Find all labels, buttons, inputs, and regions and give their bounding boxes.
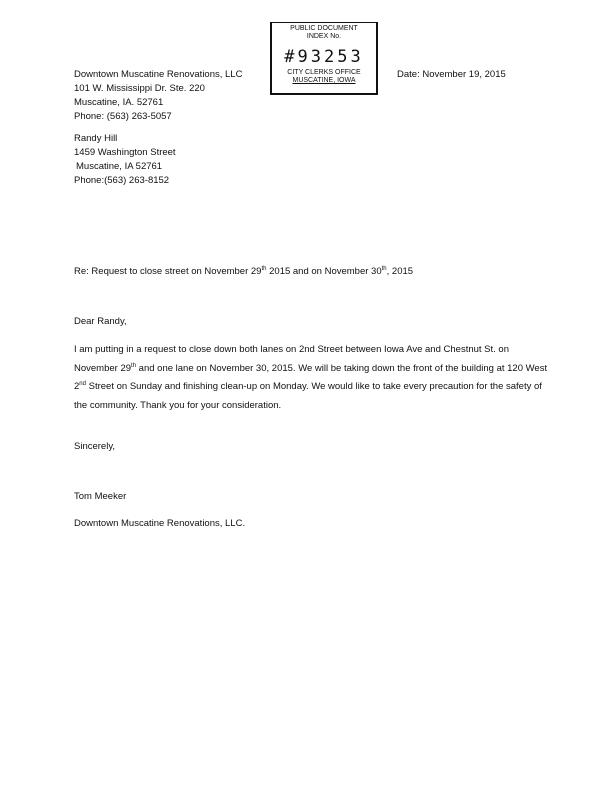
recipient-address: 1459 Washington Street (74, 147, 176, 158)
subject-line (74, 265, 413, 279)
sender-city: Muscatine, IA. 52761 (74, 97, 164, 108)
body-paragraph (74, 341, 554, 415)
recipient-phone: Phone:(563) 263-8152 (74, 175, 170, 186)
public-document-stamp (270, 22, 378, 95)
body-text: and one lane on November 30, 2015. We will be taking down the front of the building at 120 West 2 (74, 362, 548, 392)
stamp-line4: MUSCATINE, IOWA (292, 77, 356, 84)
superscript: th (261, 266, 267, 272)
letter-date: Date: November 19, 2015 (397, 69, 506, 80)
closing: Sincerely, (74, 441, 116, 452)
body-text: Street on Sunday and finishing clean-up on Monday. We would like to take every precaution for the safety of the community. Thank you for your consideration. (74, 381, 542, 411)
stamp-number: #93253 (284, 47, 364, 67)
subject-text: 2015 and on November 30 (266, 266, 382, 277)
superscript: th (381, 266, 387, 272)
stamp-line2: INDEX No. (306, 33, 342, 40)
sender-phone: Phone: (563) 263-5057 (74, 111, 172, 122)
recipient-city: Muscatine, IA 52761 (76, 161, 163, 172)
stamp-line1: PUBLIC DOCUMENT (290, 25, 358, 32)
superscript: th (131, 362, 137, 369)
sender-address: 101 W. Mississippi Dr. Ste. 220 (74, 83, 205, 94)
stamp-line3: CITY CLERKS OFFICE (287, 69, 361, 76)
subject-text: Re: Request to close street on November 29 (74, 266, 262, 277)
superscript: nd (79, 381, 86, 387)
subject-text: , 2015 (386, 266, 414, 277)
signer-name: Tom Meeker (74, 491, 127, 502)
sender-company: Downtown Muscatine Renovations, LLC (74, 69, 243, 80)
body-text: I am putting in a request to close down both lanes on 2nd Street between Iowa Ave and Chestnut St. on November 29 (74, 344, 510, 374)
recipient-name: Randy Hill (74, 133, 118, 144)
signer-company: Downtown Muscatine Renovations, LLC. (74, 518, 246, 529)
salutation: Dear Randy, (74, 316, 127, 327)
